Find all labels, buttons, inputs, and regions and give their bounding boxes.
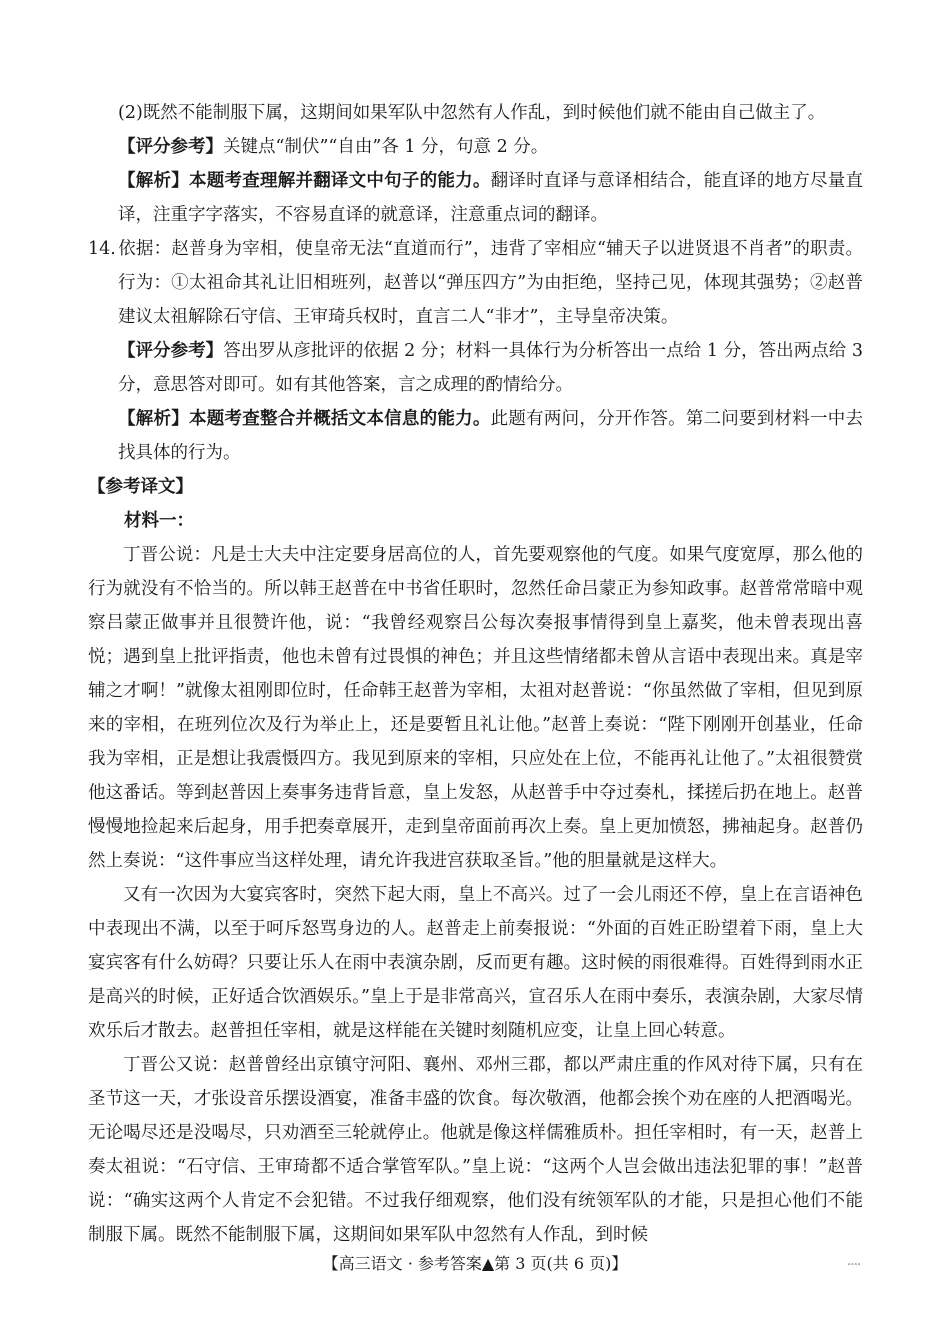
- translation-paragraph: 丁晋公又说：赵普曾经出京镇守河阳、襄州、邓州三郡，都以严肃庄重的作风对待下属，只有在圣节这一天，才张设音乐摆设酒宴，准备丰盛的饮食。每次敬酒，他都会挨个劝在座的人把酒喝光。无论喝尽还是没喝尽，只劝酒至三轮就停止。他就是像这样儒雅质朴。担任宰相时，有一天，赵普上奏太祖说：“石守信、王审琦都不适合掌管军队。”皇上说：“这两个人岂会做出违法犯罪的事！”赵普说：“确实这两个人肯定不会犯错。不过我仔细观察，他们没有统领军队的才能，只是担心他们不能制服下属。既然不能制服下属，这期间如果军队中忽然有人作乱，到时候: [88, 1055, 863, 1245]
- q13-analysis-label: 【解析】: [118, 171, 189, 191]
- q13-scoring-text: 关键点“制伏”“自由”各 1 分，句意 2 分。: [223, 137, 549, 157]
- translation-heading: 【参考译文】: [88, 477, 193, 497]
- q14-scoring: [88, 334, 863, 402]
- q13-analysis: [88, 164, 863, 232]
- page-content: [88, 96, 863, 1252]
- q14-scoring-text: 答出罗从彦批评的依据 2 分；材料一具体行为分析答出一点给 1 分，答出两点给 3 分，意思答对即可。如有其他答案，言之成理的酌情给分。: [118, 341, 864, 395]
- q13-analysis-bold: 本题考查理解并翻译文中句子的能力。: [188, 171, 491, 191]
- q14-scoring-label: 【评分参考】: [118, 341, 224, 361]
- q14-answer-text: 依据：赵普身为宰相，使皇帝无法“直道而行”，违背了宰相应“辅天子以进贤退不肖者”的职责。行为：①太祖命其礼让旧相班列，赵普以“弹压四方”为由拒绝，坚持己见，体现其强势；②赵普建议太祖解除石守信、王审琦兵权时，直言二人“非才”，主导皇帝决策。: [118, 239, 863, 327]
- q14-analysis: [88, 402, 863, 470]
- q13-analysis-text: 翻译时直译与意译相结合，能直译的地方尽量直译，注重字字落实，不容易直译的就意译，注意重点词的翻译。: [118, 171, 864, 225]
- translation-paragraph: 又有一次因为大宴宾客时，突然下起大雨，皇上不高兴。过了一会儿雨还不停，皇上在言语神色中表现出不满，以至于呵斥怒骂身边的人。赵普走上前奏报说：“外面的百姓正盼望着下雨，皇上大宴宾客有什么妨碍？只要让乐人在雨中表演杂剧，反而更有趣。这时候的雨很难得。百姓得到雨水正是高兴的时候，正好适合饮酒娱乐。”皇上于是非常高兴，宣召乐人在雨中奏乐，表演杂剧，大家尽情欢乐后才散去。赵普担任宰相，就是这样能在关键时刻随机应变，让皇上回心转意。: [88, 885, 863, 1041]
- q14-analysis-label: 【解析】: [118, 409, 189, 429]
- material-one-title: 材料一：: [124, 511, 194, 531]
- q14-number: 14.: [88, 239, 116, 259]
- q14-answer: [88, 232, 863, 334]
- q13-scoring: [88, 130, 863, 164]
- q14-analysis-bold: 本题考查整合并概括文本信息的能力。: [188, 409, 491, 429]
- translation-paragraph: 丁晋公说：凡是士大夫中注定要身居高位的人，首先要观察他的气度。如果气度宽厚，那么他的行为就没有不恰当的。所以韩王赵普在中书省任职时，忽然任命吕蒙正为参知政事。赵普常常暗中观察吕蒙正做事并且很赞许他，说：“我曾经观察吕公每次奏报事情得到皇上嘉奖，他未曾表现出喜悦；遇到皇上批评指责，他也未曾有过畏惧的神色；并且这些情绪都未曾从言语中表现出来。真是宰辅之才啊！”就像太祖刚即位时，任命韩王赵普为宰相，太祖对赵普说：“你虽然做了宰相，但见到原来的宰相，在班列位次及行为举止上，还是要暂且礼让他。”赵普上奏说：“陛下刚刚开创基业，任命我为宰相，正是想让我震慑四方。我见到原来的宰相，只应处在上位，不能再礼让他了。”太祖很赞赏他这番话。等到赵普因上奏事务违背旨意，皇上发怒，从赵普手中夺过奏札，揉搓后扔在地上。赵普慢慢地捡起来后起身，用手把奏章展开，走到皇帝面前再次上奏。皇上更加愤怒，拂袖起身。赵普仍然上奏说：“这件事应当这样处理，请允许我进宫获取圣旨。”他的胆量就是这样大。: [88, 545, 863, 871]
- q13-part2-text: (2)既然不能制服下属，这期间如果军队中忽然有人作乱，到时候他们就不能由自己做主了。: [118, 103, 826, 123]
- page-footer: 【高三语文 · 参考答案▲第 3 页(共 6 页)】: [322, 1254, 628, 1273]
- corner-mark: ᵃᵃᵃᵃ: [848, 1262, 862, 1269]
- q14-analysis-text: 此题有两问，分开作答。第二问要到材料一中去找具体的行为。: [118, 409, 864, 463]
- q13-part2-answer: [88, 96, 863, 130]
- q13-scoring-label: 【评分参考】: [118, 137, 223, 157]
